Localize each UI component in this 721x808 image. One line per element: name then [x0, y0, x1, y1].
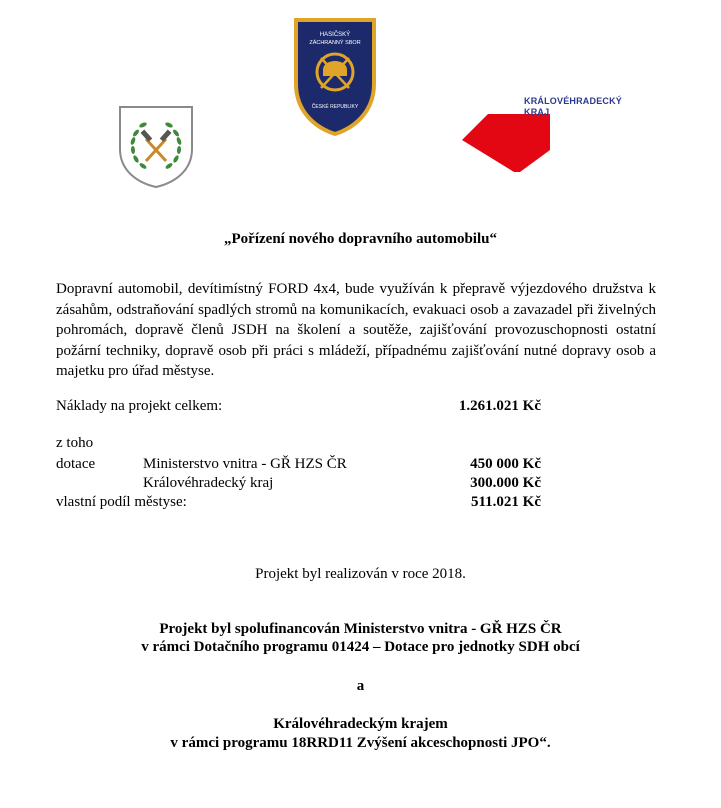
ministry-value: 450 000 Kč — [470, 456, 541, 472]
realized-statement: Projekt byl realizován v roce 2018. — [255, 566, 466, 582]
total-cost-label: Náklady na projekt celkem: — [56, 398, 223, 414]
own-share-label: vlastní podíl městyse: — [56, 494, 187, 510]
cofinancing-line1: Projekt byl spolufinancován Ministerstvo vnitra - GŘ HZS ČR — [159, 621, 562, 637]
region-value: 300.000 Kč — [470, 475, 541, 491]
cofinancing-line2: v rámci Dotačního programu 01424 – Dotace pro jednotky SDH obcí — [141, 639, 580, 655]
hzs-text-bottom: ČESKÉ REPUBLIKY — [311, 104, 359, 110]
hzs-text-line2: ZÁCHRANNÝ SBOR — [309, 40, 361, 46]
document-title: „Pořízení nového dopravního automobilu“ — [224, 231, 497, 247]
subsidy-label: dotace — [56, 456, 96, 472]
of-which-label: z toho — [56, 435, 94, 451]
region-cofinancing-line2: v rámci programu 18RRD11 Zvýšení akceschopnosti JPO“. — [170, 735, 551, 751]
coat-of-arms-icon — [116, 103, 196, 189]
kraj-text-line1: KRÁLOVÉHRADECKÝ — [524, 96, 623, 106]
town-coat-of-arms-logo — [116, 103, 196, 189]
region-label: Královéhradecký kraj — [143, 475, 274, 491]
total-cost-value: 1.261.021 Kč — [458, 398, 541, 414]
own-share-value: 511.021 Kč — [471, 494, 541, 510]
firefighter-badge-icon — [290, 14, 380, 138]
project-description: Dopravní automobil, devítimístný FORD 4x4, bude využíván k přepravě výjezdového družstva k zásahům, odstraňování spadlých stromů na komunikacích, evakuaci osob a zavazadel při živelných pohromách, dopravě členů JSDH na školení a soutěže, zajišťování provozuschopnosti ostatní požární techniky, dopravě osob při práci s mládeží, případnému zajišťování nutné dopravy osob a majetku pro úřad městyse. — [56, 281, 656, 379]
kraj-text-line2: KRAJ — [524, 107, 550, 117]
region-cofinancing-line1: Královéhradeckým krajem — [273, 716, 448, 732]
ministry-label: Ministerstvo vnitra - GŘ HZS ČR — [143, 456, 347, 472]
hzs-badge-logo — [290, 14, 380, 138]
conjunction-and: a — [356, 678, 365, 694]
kralovehradecky-kraj-logo — [458, 92, 630, 176]
hzs-text-line1: HASIČSKÝ — [319, 32, 351, 38]
